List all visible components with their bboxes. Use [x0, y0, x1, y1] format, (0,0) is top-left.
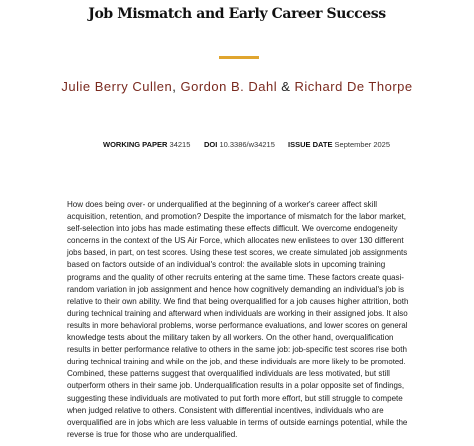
author-separator: , — [172, 79, 177, 94]
working-paper-number: 34215 — [169, 140, 191, 149]
abstract-line: outperform others in their same job. Underqualification results in a polar opposite set of findings, — [67, 381, 405, 391]
abstract-line: overqualified are in jobs which are less valuable in terms of outside earnings potential, while the — [67, 417, 408, 427]
working-paper-info — [103, 140, 190, 149]
abstract-line: results in more behavioral problems, worse performance evaluations, and lower scores on general — [67, 320, 408, 330]
abstract-line: programs and the quality of other recruits entering at the same time. These factors create quasi- — [67, 272, 404, 282]
doi-label: DOI — [204, 140, 218, 149]
abstract-line: concerns in the context of the US Air Force, which allocates new enlistees to over 130 different — [67, 236, 404, 246]
author-name[interactable]: Richard De Thorpe — [294, 79, 413, 94]
abstract-text — [67, 199, 408, 441]
abstract-line: during technical training and while on the job, and these individuals are more likely to be promoted. — [67, 357, 406, 367]
abstract-line: when judged relative to others. Consistent with differential incentives, individuals who are — [67, 405, 384, 415]
author-name[interactable]: Gordon B. Dahl — [180, 79, 278, 94]
abstract-line: Combined, these patterns suggest that overqualified individuals are less motivated, but still — [67, 369, 390, 379]
author-separator: & — [281, 79, 291, 94]
working-paper-label: WORKING PAPER — [103, 140, 168, 149]
doi-value[interactable]: 10.3386/w34215 — [219, 140, 275, 149]
issue-date-value: September 2025 — [334, 140, 391, 149]
abstract-line: during technical training and afterward when individuals are working in their assigned jobs. It also — [67, 308, 408, 318]
abstract-line: results in better performance relative to others in the same job: job-specific test scores rise both — [67, 345, 407, 355]
abstract-line: knowledge tests about the military taken by all workers. On the other hand, overqualification — [67, 333, 394, 343]
issue-date-label: ISSUE DATE — [288, 140, 333, 149]
abstract-line: relative to their own ability. We find that being overqualified for a job causes higher attrition, both — [67, 296, 409, 306]
issue-date-info — [288, 140, 390, 149]
author-list — [0, 79, 474, 94]
abstract-line: random variation in job assignment and hence how cognitively demanding an individual's job is — [67, 284, 405, 294]
abstract-line: self-selection into jobs has made estimating these effects difficult. We overcome endogeneity — [67, 224, 398, 234]
title-divider — [219, 56, 259, 59]
paper-title: Job Mismatch and Early Career Success — [88, 6, 386, 22]
abstract-line: jobs based, in part, on test scores. Using these test scores, we create simulated job assignments — [67, 248, 408, 258]
abstract-line: based on factors outside of an individual's control: the available slots in upcoming training — [67, 260, 386, 270]
doi-info — [204, 140, 275, 149]
author-name[interactable]: Julie Berry Cullen — [61, 79, 173, 94]
abstract-line: suggesting these individuals are motivated to put forth more effort, but still struggle to compete — [67, 393, 403, 403]
abstract-line: acquisition, retention, and promotion? Despite the importance of mismatch for the labor market, — [67, 212, 407, 222]
abstract-line: reverse is true for those who are underqualified. — [67, 429, 238, 439]
abstract-line: How does being over- or underqualified at the beginning of a worker's career affect skill — [67, 200, 378, 209]
